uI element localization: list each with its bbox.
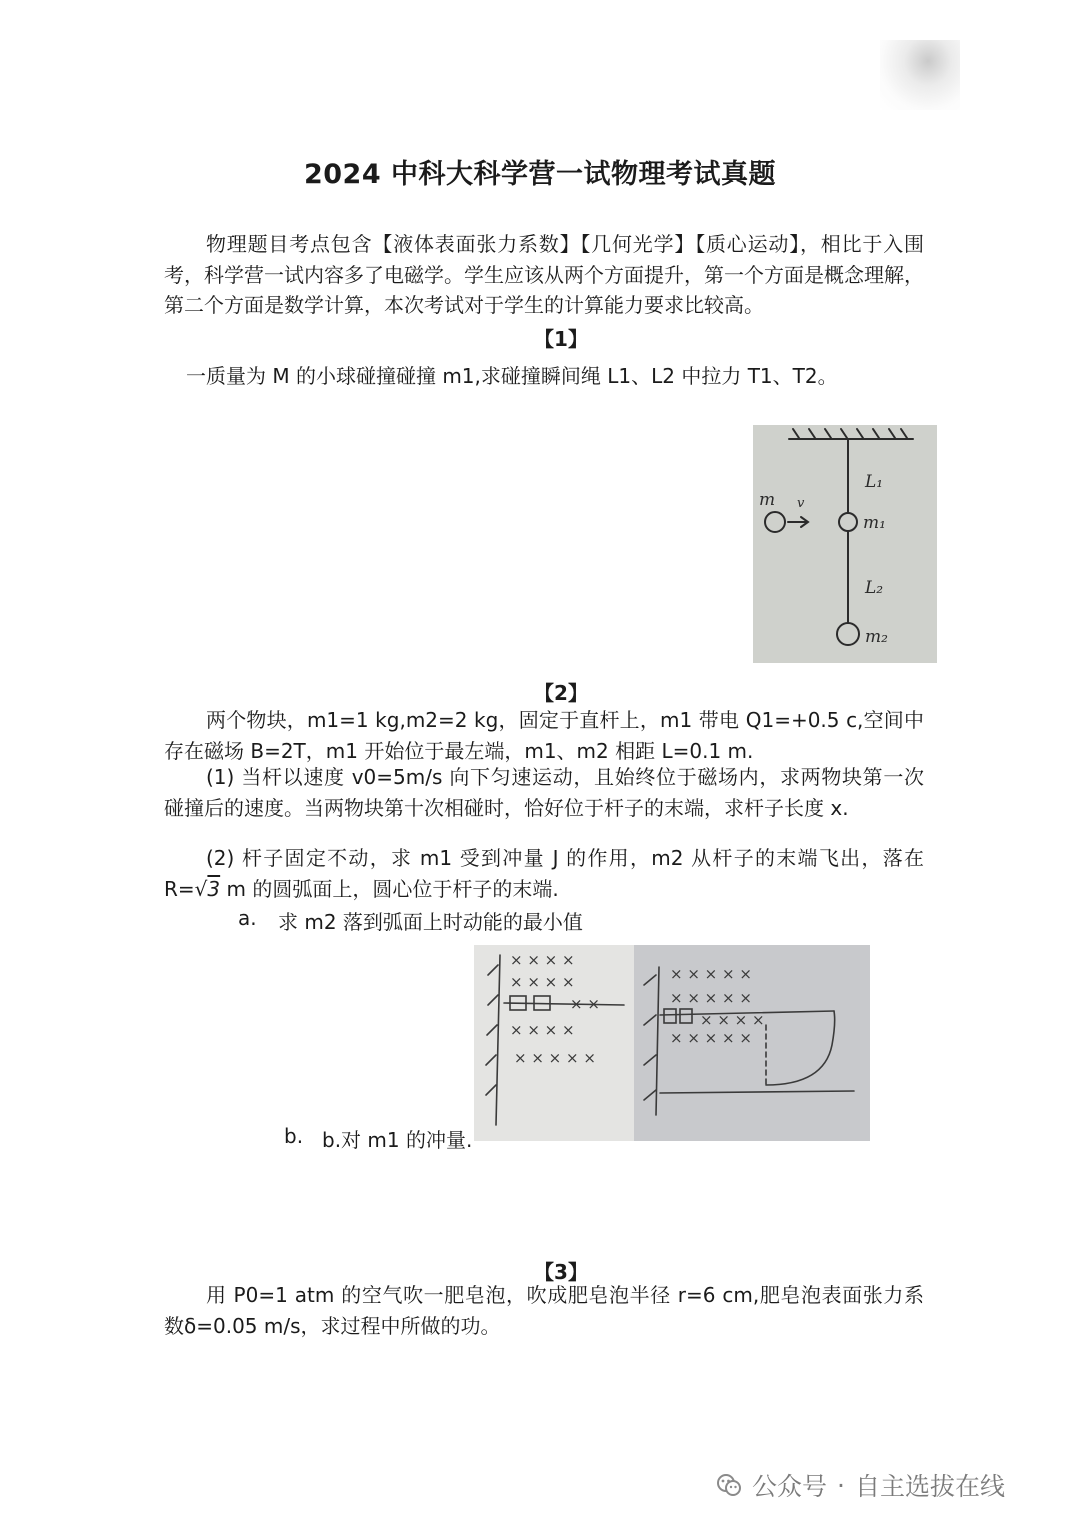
q1-pendulum-figure bbox=[753, 425, 937, 663]
q2-sqrt-value: 3 bbox=[207, 876, 221, 901]
q2-sub-a-marker: a. bbox=[238, 906, 257, 930]
svg-text:× ×: × × bbox=[570, 995, 600, 1013]
q1-text: 一质量为 M 的小球碰撞碰撞 m1,求碰撞瞬间绳 L1、L2 中拉力 T1、T2。 bbox=[186, 364, 838, 388]
wechat-icon bbox=[716, 1472, 742, 1498]
sqrt-symbol: √ bbox=[194, 876, 208, 901]
fig-label-L1: L₁ bbox=[865, 472, 884, 492]
q1-label: 【1】 bbox=[534, 327, 588, 351]
fig-label-v: v bbox=[797, 496, 805, 511]
fig-label-m2: m₂ bbox=[865, 627, 888, 647]
watermark-dot: · bbox=[837, 1470, 845, 1500]
svg-text:× × × ×: × × × × bbox=[510, 951, 575, 969]
q2-magnetic-field-figures bbox=[474, 945, 870, 1141]
fig-label-L2: L₂ bbox=[865, 578, 884, 598]
q2-sub-b-marker: b. bbox=[284, 1124, 304, 1148]
q3-label: 【3】 bbox=[534, 1260, 588, 1284]
q2-text-3-pre: (2) 杆子固定不动，求 m1 受到冲量 J 的作用，m2 从杆子的末端飞出，落在 R= bbox=[164, 846, 924, 901]
q2-text-1: 两个物块，m1=1 kg,m2=2 kg，固定于直杆上，m1 带电 Q1=+0.5 c,空间中存在磁场 B=2T，m1 开始位于最左端，m1、m2 相距 L=0.1 m. bbox=[164, 708, 924, 763]
page-title: 2024 中科大科学营一试物理考试真题 bbox=[303, 159, 777, 190]
q2-sub-a-text: 求 m2 落到弧面上时动能的最小值 bbox=[278, 910, 583, 934]
q2-text-3 bbox=[164, 843, 924, 904]
svg-text:× × × × ×: × × × × × bbox=[670, 989, 752, 1007]
svg-text:× × × × ×: × × × × × bbox=[670, 1029, 752, 1047]
intro-paragraph: 物理题目考点包含【液体表面张力系数】【几何光学】【质心运动】，相比于入围考，科学营一试内容多了电磁学。学生应该从两个方面提升，第一个方面是概念理解，第二个方面是数学计算，本次考试对于学生的计算能力要求比较高。 bbox=[164, 232, 924, 317]
watermark bbox=[716, 1467, 1005, 1503]
watermark-text-2: 自主选拔在线 bbox=[854, 1472, 1005, 1501]
q3-text: 用 P0=1 atm 的空气吹一肥皂泡，吹成肥皂泡半径 r=6 cm,肥皂泡表面张力系数δ=0.05 m/s，求过程中所做的功。 bbox=[164, 1283, 924, 1338]
q2-sub-b-text: b.对 m1 的冲量. bbox=[322, 1128, 473, 1152]
svg-text:× × × × ×: × × × × × bbox=[514, 1049, 596, 1067]
blurred-mark bbox=[880, 40, 960, 110]
svg-text:× × × ×: × × × × bbox=[510, 973, 575, 991]
fig-label-m1: m₁ bbox=[863, 513, 886, 533]
svg-text:× × × × ×: × × × × × bbox=[670, 965, 752, 983]
q2-text-3-post: m 的圆弧面上，圆心位于杆子的末端. bbox=[220, 876, 559, 901]
q2-text-2: (1) 当杆以速度 v0=5m/s 向下匀速运动，且始终位于磁场内，求两物块第一次碰撞后的速度。当两物块第十次相碰时，恰好位于杆子的末端，求杆子长度 x. bbox=[164, 765, 924, 820]
q2-label: 【2】 bbox=[534, 681, 588, 705]
svg-text:× × × ×: × × × × bbox=[510, 1021, 575, 1039]
watermark-text-1: 公众号 bbox=[752, 1472, 828, 1501]
svg-text:× × × ×: × × × × bbox=[700, 1011, 765, 1029]
fig-label-m: m bbox=[759, 490, 776, 510]
